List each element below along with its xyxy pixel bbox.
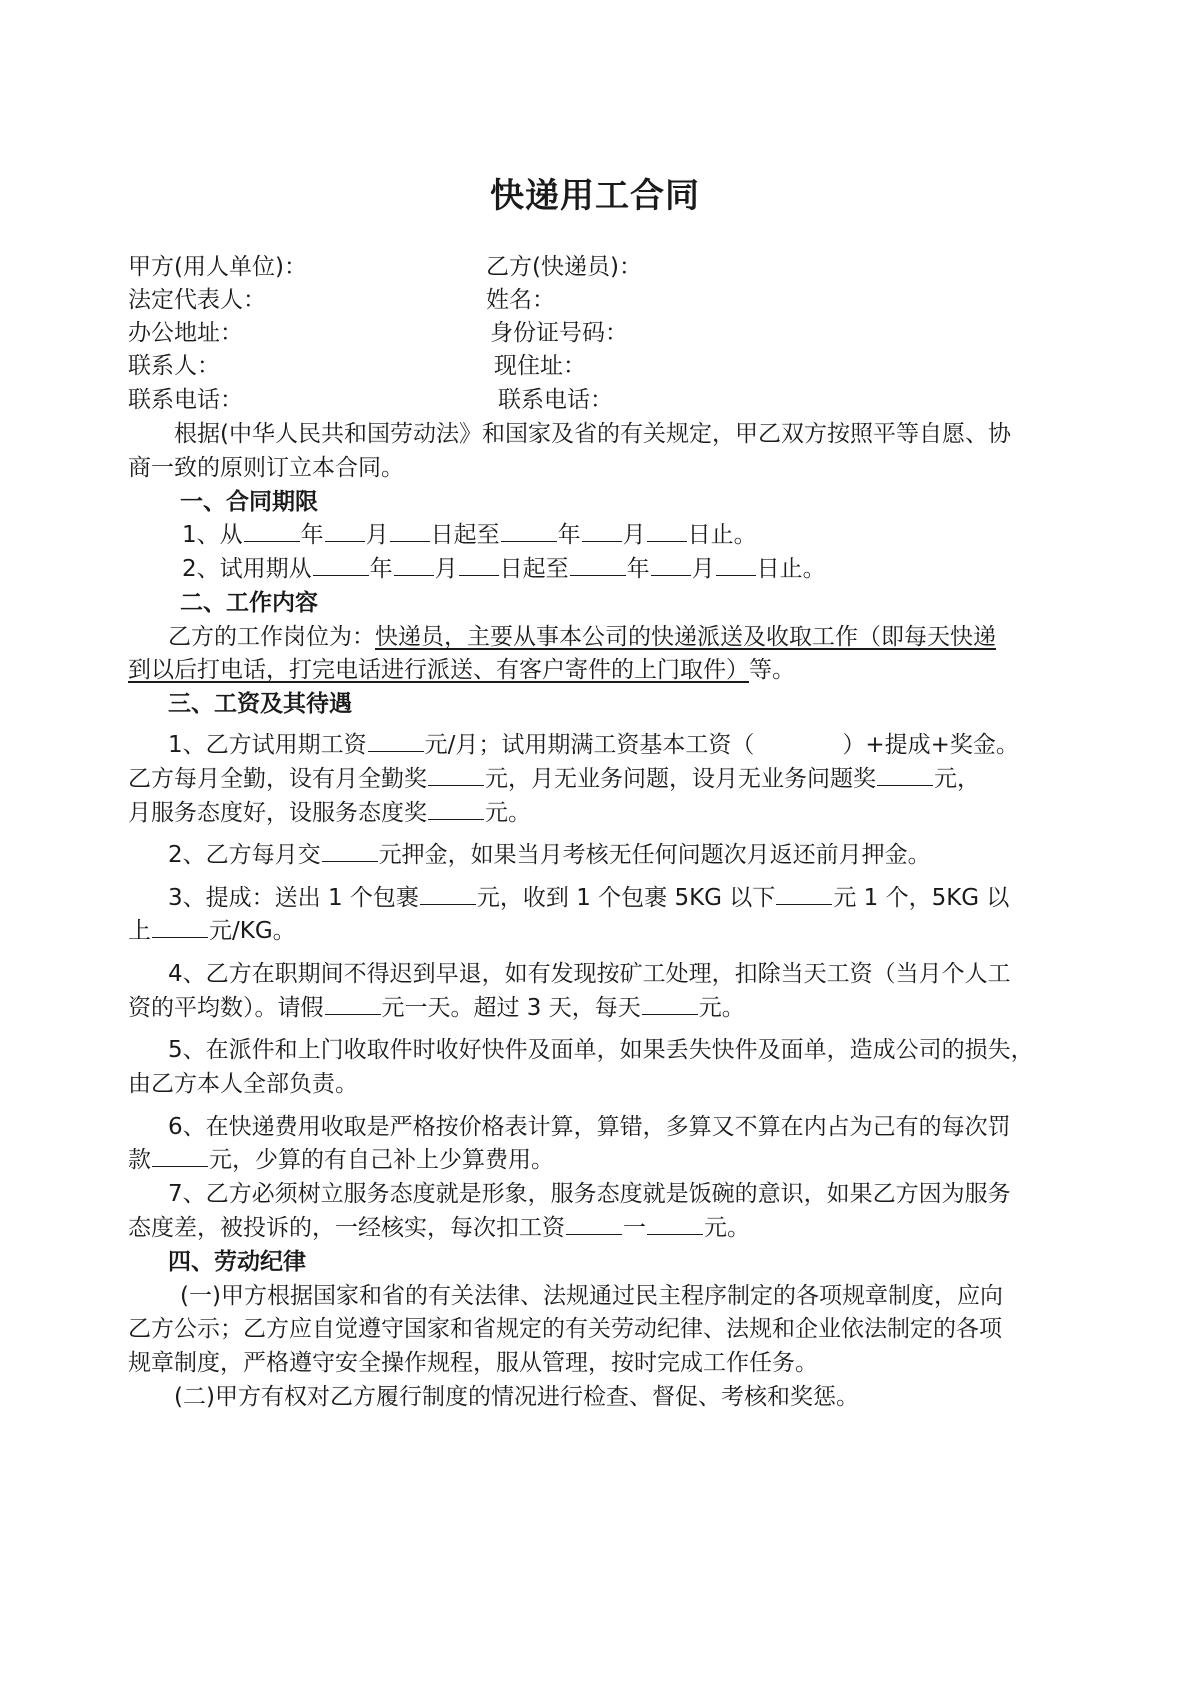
salary-p7-line-2: 态度差，被投诉的，一经核实，每次扣工资 一 元。: [128, 1211, 750, 1245]
salary-p3-line-2: 上 元/KG。: [128, 914, 296, 948]
section-2-heading: 二、工作内容: [180, 590, 318, 616]
contract-term-line: 1、从 年 月 日起至 年 月 日止。: [182, 518, 757, 552]
discipline-p1-line-2: 乙方公示；乙方应自觉遵守国家和省规定的有关劳动纪律、法规和企业依法制定的各项: [128, 1316, 1002, 1342]
blank-field[interactable]: [570, 553, 626, 576]
probation-term-line: 2、试用期从 年 月 日起至 年 月 日止。: [182, 552, 826, 586]
party-a-address: 办公地址：: [128, 320, 243, 346]
blank-field[interactable]: [428, 763, 484, 786]
salary-p4-line-2: 资的平均数）。请假 元一天。超过 3 天，每天 元。: [128, 991, 745, 1025]
salary-p1-line-2: 乙方每月全勤，设有月全勤奖 元，月无业务问题，设月无业务问题奖 元，: [128, 762, 980, 796]
intro-line-1: 根据(中华人民共和国劳动法》和国家及省的有关规定，甲乙双方按照平等自愿、协: [174, 421, 1011, 447]
salary-p1-line-3: 月服务态度好，设服务态度奖 元。: [128, 796, 531, 830]
section-4-heading: 四、劳动纪律: [168, 1249, 306, 1275]
salary-p5-line-2: 由乙方本人全部负责。: [128, 1071, 358, 1097]
blank-field[interactable]: [642, 992, 698, 1015]
blank-field[interactable]: [647, 1212, 703, 1235]
party-b-id: 身份证号码：: [490, 320, 628, 346]
blank-field[interactable]: [501, 519, 557, 542]
blank-field[interactable]: [390, 519, 430, 542]
blank-field[interactable]: [428, 797, 484, 820]
blank-field[interactable]: [325, 519, 365, 542]
salary-p7-line-1: 7、乙方必须树立服务态度就是形象，服务态度就是饭碗的意识，如果乙方因为服务: [168, 1181, 1011, 1207]
blank-field[interactable]: [368, 729, 424, 752]
blank-field[interactable]: [647, 519, 687, 542]
blank-field[interactable]: [313, 553, 369, 576]
blank-field[interactable]: [459, 553, 499, 576]
document-title: 快递用工合同: [490, 176, 700, 216]
party-b-fullname: 姓名：: [486, 287, 555, 313]
work-content-line-2: 到以后打电话，打完电话进行派送、有客户寄件的上门取件）等。: [128, 657, 795, 683]
party-a-rep: 法定代表人：: [128, 287, 266, 313]
salary-p4-line-1: 4、乙方在职期间不得迟到早退，如有发现按矿工处理，扣除当天工资（当月个人工: [168, 961, 1011, 987]
party-a-contact: 联系人：: [128, 353, 220, 379]
work-content-line-1: 乙方的工作岗位为：快递员，主要从事本公司的快递派送及收取工作（即每天快递: [168, 624, 996, 650]
blank-field[interactable]: [877, 763, 933, 786]
discipline-p2: (二)甲方有权对乙方履行制度的情况进行检查、督促、考核和奖惩。: [174, 1384, 859, 1410]
party-b-name: 乙方(快递员)：: [486, 254, 642, 280]
salary-p3-line-1: 3、提成：送出 1 个包裹 元，收到 1 个包裹 5KG 以下 元 1 个，5KG 以: [168, 881, 1009, 915]
blank-field[interactable]: [394, 553, 434, 576]
blank-field[interactable]: [325, 992, 381, 1015]
blank-field[interactable]: [152, 1144, 208, 1167]
salary-p5-line-1: 5、在派件和上门收取件时收好快件及面单，如果丢失快件及面单，造成公司的损失，: [168, 1037, 1034, 1063]
blank-field[interactable]: [152, 915, 208, 938]
blank-field[interactable]: [420, 882, 476, 905]
discipline-p1-line-1: (一)甲方根据国家和省的有关法律、法规通过民主程序制定的各项规章制度，应向: [180, 1283, 1003, 1309]
blank-field[interactable]: [244, 519, 300, 542]
party-b-address: 现住址：: [494, 353, 586, 379]
blank-field[interactable]: [716, 553, 756, 576]
blank-field[interactable]: [776, 882, 832, 905]
blank-field[interactable]: [651, 553, 691, 576]
discipline-p1-line-3: 规章制度，严格遵守安全操作规程，服从管理，按时完成工作任务。: [128, 1350, 818, 1376]
party-a-name: 甲方(用人单位)：: [128, 254, 307, 280]
party-b-phone: 联系电话：: [498, 387, 613, 413]
blank-field[interactable]: [582, 519, 622, 542]
intro-line-2: 商一致的原则订立本合同。: [128, 455, 404, 481]
salary-p6-line-1: 6、在快递费用收取是严格按价格表计算，算错，多算又不算在内占为己有的每次罚: [168, 1114, 1011, 1140]
salary-p1-line-1: 1、乙方试用期工资 元/月；试用期满工资基本工资（ ）+提成+奖金。: [168, 728, 1019, 762]
salary-p6-line-2: 款 元，少算的有自己补上少算费用。: [128, 1143, 554, 1177]
section-1-heading: 一、合同期限: [180, 489, 318, 515]
salary-p2: 2、乙方每月交 元押金，如果当月考核无任何问题次月返还前月押金。: [168, 838, 931, 872]
blank-field[interactable]: [322, 839, 378, 862]
blank-field[interactable]: [566, 1212, 622, 1235]
party-a-phone: 联系电话：: [128, 387, 243, 413]
section-3-heading: 三、工资及其待遇: [168, 691, 352, 717]
